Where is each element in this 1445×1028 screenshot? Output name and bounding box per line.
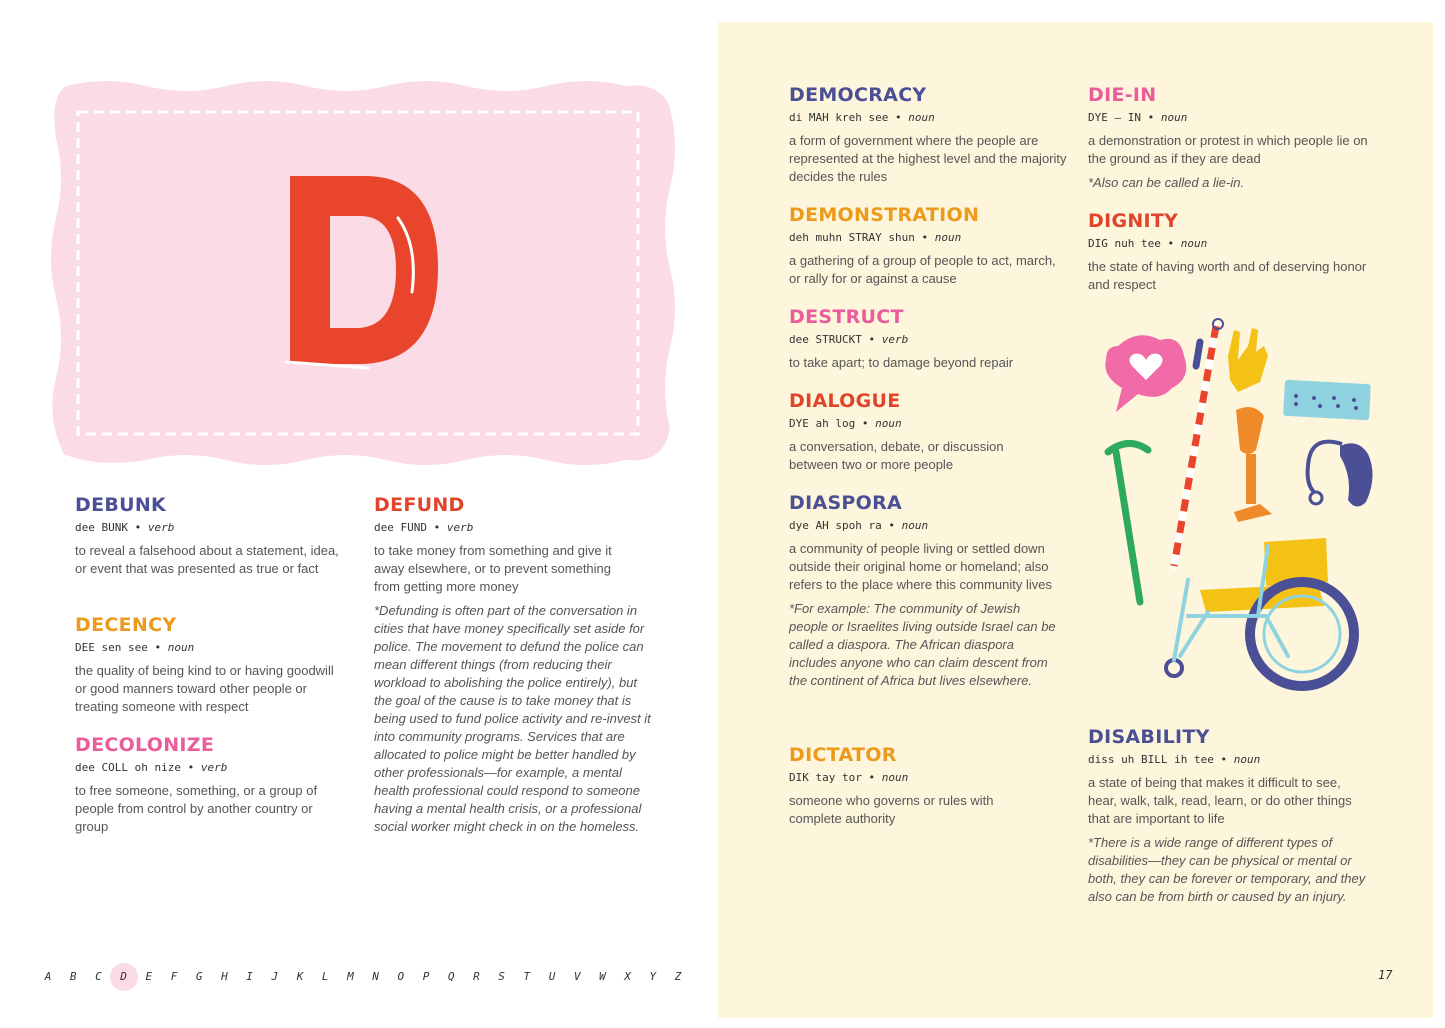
letter-card [46, 78, 678, 468]
entry-term: DISABILITY [1088, 726, 1210, 748]
entry-destruct [789, 306, 1059, 372]
entry-definition: the state of having worth and of deserving honor and respect [1088, 259, 1367, 292]
entry-debunk [75, 494, 345, 578]
pron-text: diss uh BILL ih tee [1088, 753, 1214, 766]
left-page [0, 0, 718, 1028]
part-of-speech: verb [446, 521, 474, 534]
pron-text: dee STRUCKT [789, 333, 862, 346]
entry-term: DECOLONIZE [75, 734, 215, 756]
entry-disability [1088, 726, 1370, 906]
entry-defund [374, 494, 654, 836]
part-of-speech: noun [1160, 111, 1188, 124]
entry-note: *There is a wide range of different types of disabilities—they can be physical or mental or both, they can be forever or temporary, and they also can be from birth or caused by an injury. [1088, 835, 1366, 904]
alphabet-letter-f: F [170, 970, 178, 983]
entry-note: *Defunding is often part of the conversation in cities that have money specifically set aside for police. The movement to defund the police can mean different things (from reducing their workload to abolishing the police entirely), but the goal of the cause is to take money that is being used to fund police activity and re-invest it into community programs. Services that are allocated to police might be better handled by other professionals—for example, a mental health professional could respond to someone having a mental health crisis, or a professional social worker might check in on the homeless. [374, 603, 651, 834]
hearing-aid-icon [1308, 442, 1373, 507]
entry-definition: a gathering of a group of people to act, march, or rally for or against a cause [789, 253, 1056, 286]
alphabet-letter-k: K [296, 970, 304, 983]
page-number: 17 [1378, 968, 1393, 982]
entry-definition: to take apart; to damage beyond repair [789, 355, 1014, 370]
alphabet-letter-j: J [271, 970, 279, 983]
entry-term: DEBUNK [75, 494, 167, 516]
entry-term: DIALOGUE [789, 390, 901, 412]
alphabet-letter-n: N [372, 970, 379, 983]
alphabet-letter-b: B [69, 970, 77, 983]
pron-text: dee COLL oh nize [75, 761, 181, 774]
walking-cane-icon [1108, 443, 1148, 602]
alphabet-letter-o: O [397, 970, 405, 983]
part-of-speech: verb [147, 521, 175, 534]
alphabet-letter-u: U [548, 970, 556, 983]
alphabet-letter-m: M [347, 970, 354, 983]
part-of-speech: noun [875, 417, 902, 430]
entry-pronunciation: diss uh BILL ih tee • noun [1088, 753, 1261, 766]
entry-pronunciation: dye AH spoh ra • noun [789, 519, 929, 532]
part-of-speech: noun [167, 641, 195, 654]
part-of-speech: noun [901, 519, 929, 532]
alphabet-letter-c: C [95, 970, 102, 983]
entry-note: *For example: The community of Jewish people or Israelites living outside Israel can be called a diaspora. The African diaspora includes anyone who can claim descent from the continent of Africa but lives elsewhere. [789, 601, 1056, 688]
entry-term: DECENCY [75, 614, 177, 636]
pron-text: DEE sen see [75, 641, 148, 654]
entry-definition: to reveal a falsehood about a statement, idea, or event that was presented as true or fact [75, 543, 339, 576]
entry-definition: a community of people living or settled down outside their original home or homeland; also refers to the place where this community lives [789, 541, 1052, 592]
alphabet-letter-x: X [624, 970, 631, 983]
entry-definition: the quality of being kind to or having goodwill or good manners toward other people or treating someone with respect [75, 663, 334, 714]
alphabet-letter-t: T [523, 970, 531, 983]
entry-definition: a state of being that makes it difficult to see, hear, walk, talk, read, learn, or do other things that are important to life [1088, 775, 1352, 826]
entry-definition: a demonstration or protest in which people lie on the ground as if they are dead [1088, 133, 1368, 166]
entry-term: DIE-IN [1088, 84, 1157, 106]
alphabet-letter-v: V [573, 970, 581, 983]
alphabet-letter-l: L [321, 970, 329, 983]
entry-definition: someone who governs or rules with complete authority [789, 793, 994, 826]
entry-demonstration [789, 204, 1059, 288]
alphabet-letter-a: A [44, 970, 52, 983]
alphabet-letter-w: W [599, 970, 606, 983]
entry-pronunciation: deh muhn STRAY shun • noun [789, 231, 962, 244]
part-of-speech: verb [881, 333, 909, 346]
alphabet-letter-g: G [195, 970, 203, 983]
entry-pronunciation: DYE ah log • noun [789, 417, 902, 430]
alphabet-letter-d: D [110, 963, 138, 991]
alphabet-nav [36, 964, 696, 990]
wheelchair-icon [1166, 538, 1354, 686]
entry-term: DEMONSTRATION [789, 204, 980, 226]
entry-term: DEFUND [374, 494, 465, 516]
entry-pronunciation: DIG nuh tee • noun [1088, 237, 1208, 250]
alphabet-letter-s: S [498, 970, 505, 983]
entry-pronunciation: dee COLL oh nize • verb [75, 761, 228, 774]
entry-term: DIASPORA [789, 492, 903, 514]
part-of-speech: noun [1233, 753, 1261, 766]
entry-democracy [789, 84, 1067, 186]
entry-definition: a conversation, debate, or discussion between two or more people [789, 439, 1004, 472]
part-of-speech: noun [1180, 237, 1208, 250]
entry-decolonize [75, 734, 345, 836]
braille-card-icon [1283, 380, 1371, 420]
alphabet-letter-r: R [473, 970, 480, 983]
entry-pronunciation: DYE – IN • noun [1088, 111, 1188, 124]
alphabet-letter-z: Z [674, 970, 682, 983]
entry-dignity [1088, 210, 1368, 294]
pron-text: deh muhn STRAY shun [789, 231, 915, 244]
pron-text: dee BUNK [75, 521, 128, 534]
entry-definition: a form of government where the people are represented at the highest level and the majority decides the rules [789, 133, 1067, 184]
entry-definition: to free someone, something, or a group of people from control by another country or group [75, 783, 318, 834]
pron-text: DYE – IN [1088, 111, 1141, 124]
pron-text: dye AH spoh ra [789, 519, 882, 532]
pron-text: dee FUND [374, 521, 427, 534]
sign-language-hand-icon [1228, 328, 1268, 392]
part-of-speech: noun [881, 771, 909, 784]
alphabet-letter-q: Q [447, 970, 455, 983]
entry-definition: to take money from something and give it away elsewhere, or to prevent something from getting more money [374, 543, 612, 594]
pron-text: DIG nuh tee [1088, 237, 1161, 250]
speech-bubble-heart-icon [1105, 335, 1186, 412]
part-of-speech: noun [908, 111, 935, 124]
entry-pronunciation: dee STRUCKT • verb [789, 333, 909, 346]
illustration-graphic [1088, 316, 1388, 696]
pron-text: DYE ah log [789, 417, 856, 430]
prosthetic-leg-icon [1234, 407, 1272, 522]
entry-pronunciation: di MAH kreh see • noun [789, 111, 935, 124]
entry-term: DEMOCRACY [789, 84, 927, 106]
card-wavy-background [51, 81, 675, 465]
alphabet-letter-p: P [422, 970, 430, 983]
entry-die-in [1088, 84, 1368, 192]
entry-term: DICTATOR [789, 744, 897, 766]
pron-text: di MAH kreh see [789, 111, 889, 124]
accessibility-illustration [1088, 316, 1388, 696]
letter-card-graphic [46, 78, 678, 468]
entry-note: *Also can be called a lie-in. [1088, 175, 1245, 190]
entry-pronunciation: DEE sen see • noun [75, 641, 195, 654]
entry-pronunciation: dee FUND • verb [374, 521, 474, 534]
entry-pronunciation: DIK tay tor • noun [789, 771, 909, 784]
entry-dialogue [789, 390, 1039, 474]
entry-term: DIGNITY [1088, 210, 1179, 232]
entry-decency [75, 614, 345, 716]
pron-text: DIK tay tor [789, 771, 862, 784]
entry-dictator [789, 744, 1029, 828]
entry-pronunciation: dee BUNK • verb [75, 521, 175, 534]
alphabet-letter-y: Y [649, 970, 657, 983]
alphabet-letter-e: E [145, 970, 153, 983]
entry-term: DESTRUCT [789, 306, 904, 328]
entry-diaspora [789, 492, 1061, 690]
part-of-speech: verb [200, 761, 228, 774]
part-of-speech: noun [934, 231, 962, 244]
alphabet-letter-i: I [246, 970, 253, 983]
alphabet-letter-h: H [221, 970, 228, 983]
